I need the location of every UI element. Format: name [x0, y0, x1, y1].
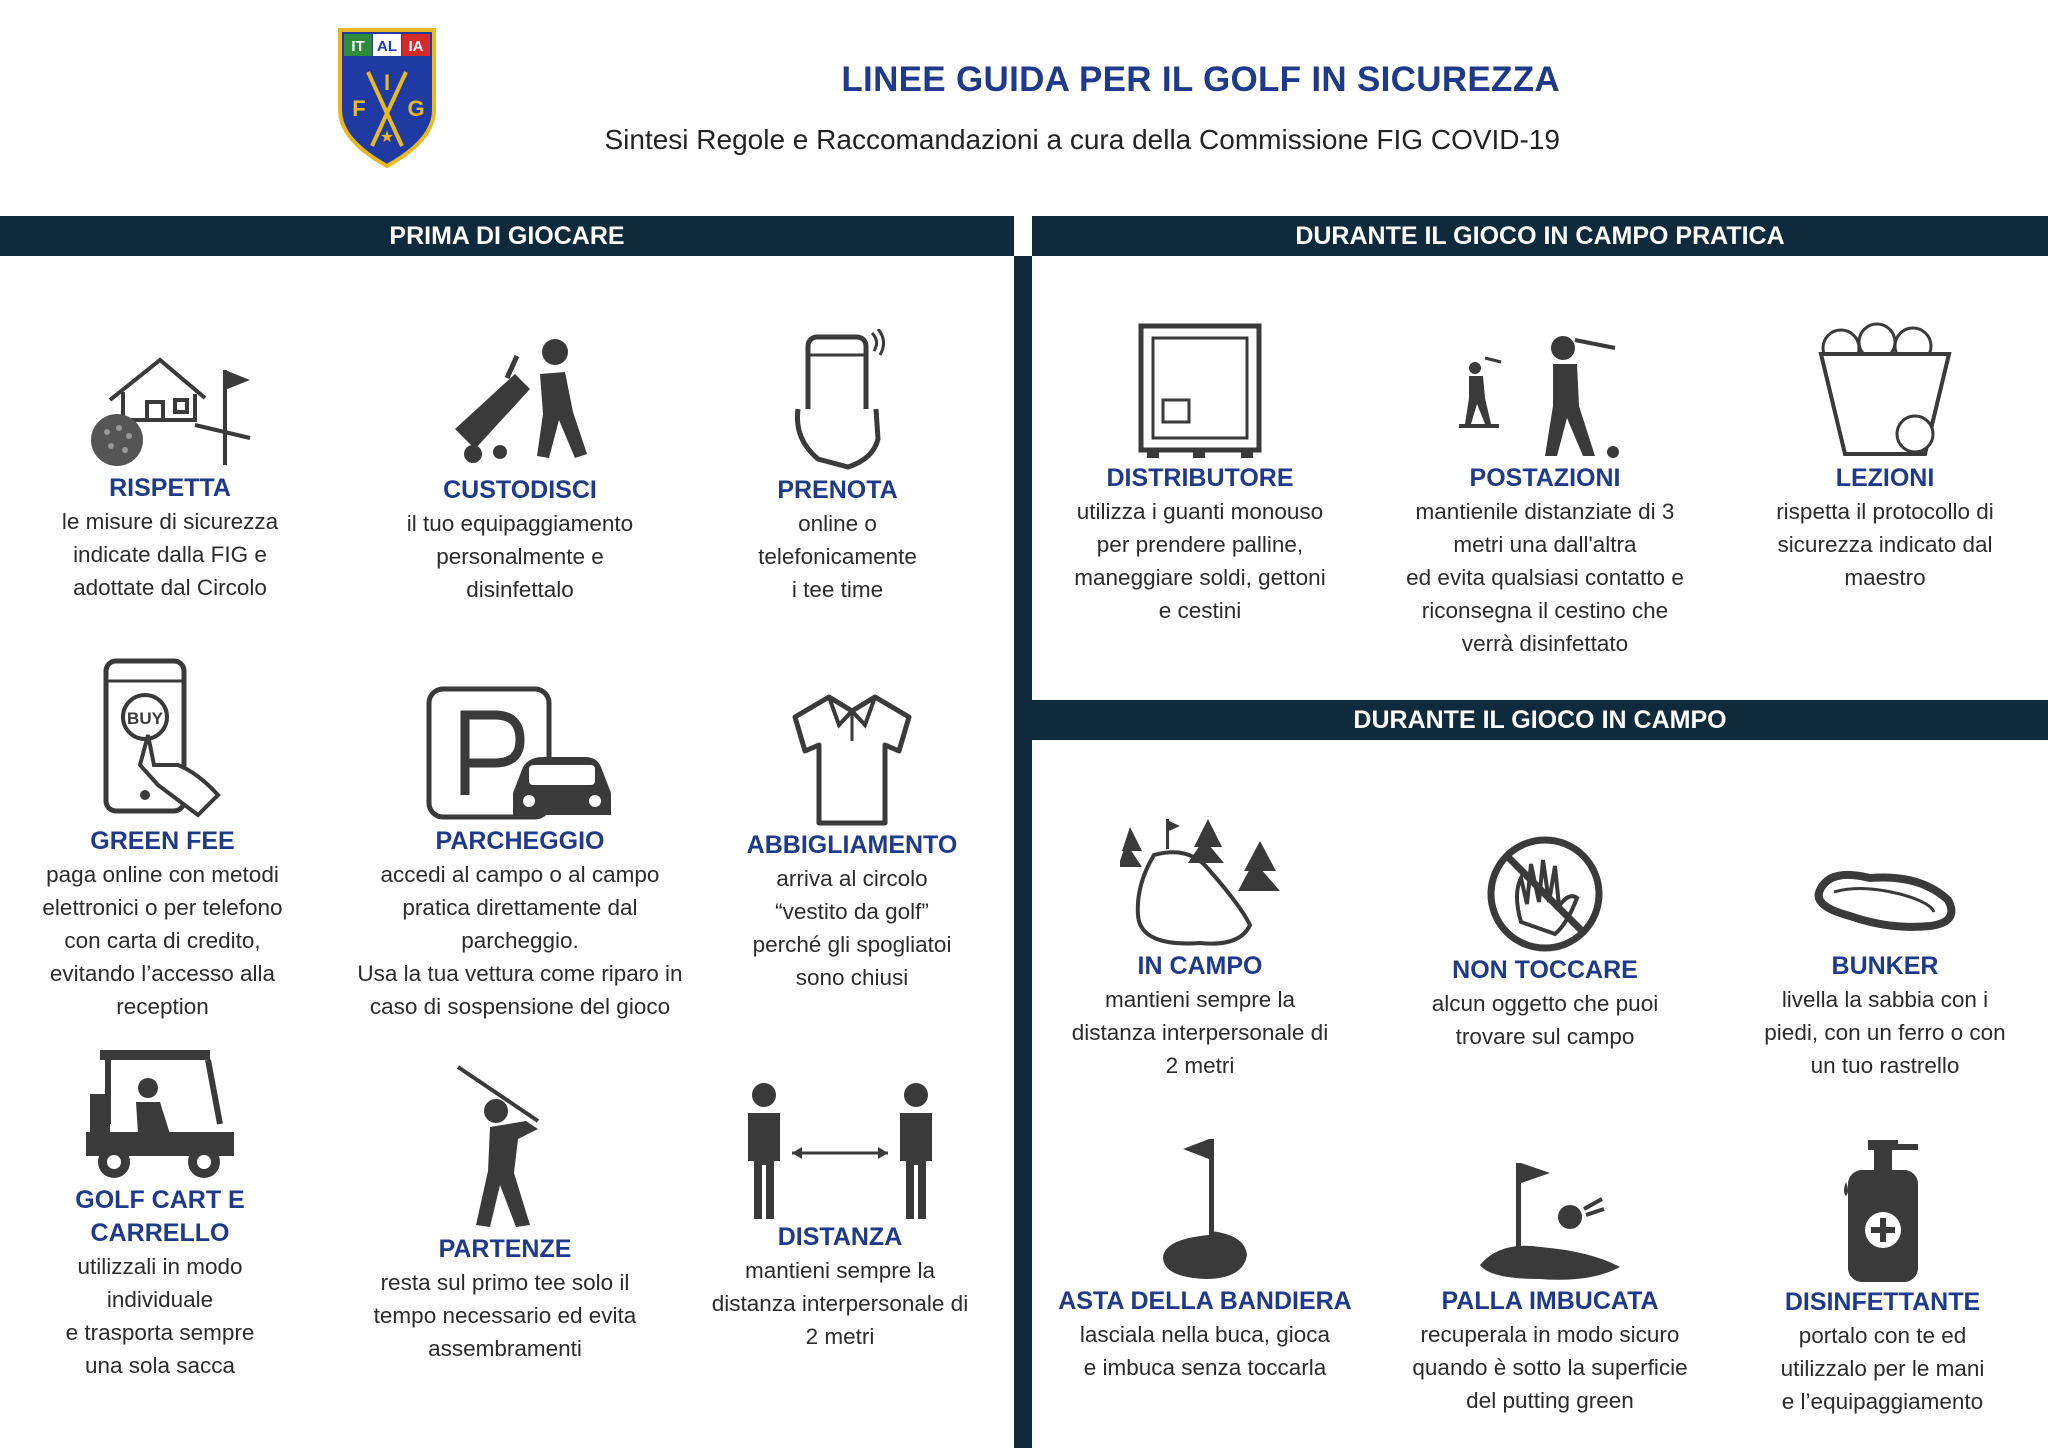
- svg-text:BUY: BUY: [126, 709, 163, 728]
- svg-text:★: ★: [379, 129, 395, 146]
- section-title: PRIMA DI GIOCARE: [389, 221, 625, 250]
- section-bar-campo: [1032, 700, 2048, 740]
- item-title: ABBIGLIAMENTO: [746, 831, 958, 859]
- item-title: PRENOTA: [777, 476, 898, 504]
- item-text: arriva al circolo “vestito da golf” perché gli spogliatoi sono chiusi: [752, 866, 952, 990]
- item-text: portalo con te ed utilizzalo per le mani e l’equipaggiamento: [1780, 1323, 1985, 1414]
- item-title: BUNKER: [1831, 952, 1939, 980]
- item-title: IN CAMPO: [1137, 952, 1263, 980]
- item-text: livella la sabbia con i piedi, con un ferro o con un tuo rastrello: [1764, 987, 2006, 1078]
- item-rispetta: [20, 318, 320, 604]
- item-partenze: [355, 1055, 655, 1365]
- fig-logo: [338, 28, 436, 168]
- phone-buy-icon: [98, 655, 228, 825]
- item-title: LEZIONI: [1835, 464, 1935, 492]
- item-title: PARCHEGGIO: [435, 827, 605, 855]
- vertical-divider: [1014, 256, 1032, 1448]
- flagstick-hole-icon: [1155, 1135, 1255, 1285]
- item-title: DISINFETTANTE: [1784, 1288, 1981, 1316]
- item-bunker: [1735, 800, 2035, 1082]
- item-text: mantieni sempre la distanza interpersonale di 2 metri: [1071, 987, 1329, 1078]
- section-title: DURANTE IL GIOCO IN CAMPO: [1353, 705, 1727, 734]
- vertical-divider: [1014, 216, 1032, 256]
- item-title: RISPETTA: [109, 474, 231, 502]
- svg-text:G: G: [407, 96, 425, 121]
- svg-text:I: I: [383, 70, 391, 95]
- item-title: ASTA DELLA BANDIERA: [1058, 1287, 1352, 1315]
- item-postazioni: [1385, 318, 1705, 660]
- item-abbigliamento: [712, 645, 992, 994]
- golfer-swing-icon: [450, 1063, 560, 1233]
- two-people-distance-icon: [740, 1081, 940, 1221]
- no-touch-icon: [1485, 834, 1605, 954]
- item-title: DISTRIBUTORE: [1106, 464, 1294, 492]
- item-distributore: [1050, 318, 1350, 627]
- page-subtitle: Sintesi Regole e Raccomandazioni a cura della Commissione FIG COVID-19: [604, 124, 1560, 155]
- parking-car-icon: [425, 685, 615, 825]
- fairway-trees-icon: [1120, 815, 1280, 950]
- item-text: accedi al campo o al campo pratica direttamente dal parcheggio. Usa la tua vettura come riparo in caso di sospensione del gioco: [357, 862, 683, 1019]
- item-text: paga online con metodi elettronici o per telefono con carta di credito, evitando l’accesso alla reception: [42, 862, 283, 1019]
- item-text: il tuo equipaggiamento personalmente e disinfettalo: [406, 511, 634, 602]
- item-green-fee: [20, 645, 305, 1023]
- section-bar-campo-pratica: [1032, 216, 2048, 256]
- item-text: resta sul primo tee solo il tempo necessario ed evita assembramenti: [373, 1270, 637, 1361]
- item-title: GOLF CART E CARRELLO: [75, 1186, 245, 1247]
- item-text: online o telefonicamente i tee time: [758, 511, 917, 602]
- item-title: NON TOCCARE: [1452, 956, 1638, 984]
- item-text: mantienile distanziate di 3 metri una dall'altra ed evita qualsiasi contatto e riconsegna il cestino che verrà disinfettato: [1406, 499, 1684, 656]
- sanitizer-bottle-icon: [1838, 1136, 1928, 1286]
- svg-text:AL: AL: [377, 38, 397, 55]
- page-title: LINEE GUIDA PER IL GOLF IN SICUREZZA: [841, 60, 1560, 99]
- phone-hand-icon: [788, 329, 888, 474]
- item-text: recuperala in modo sicuro quando è sotto la superficie del putting green: [1412, 1322, 1688, 1413]
- section-title: DURANTE IL GIOCO IN CAMPO PRATICA: [1295, 221, 1785, 250]
- item-golf-cart: [20, 1070, 300, 1382]
- section-bar-prima-di-giocare: [0, 216, 1014, 256]
- item-title: POSTAZIONI: [1469, 464, 1621, 492]
- item-asta: [1050, 1110, 1360, 1384]
- golfer-bag-icon: [445, 334, 595, 474]
- item-text: utilizzali in modo individuale e trasporta sempre una sola sacca: [65, 1254, 255, 1378]
- item-non-toccare: [1385, 800, 1705, 1053]
- item-title: CUSTODISCI: [443, 476, 597, 504]
- golf-cart-icon: [80, 1044, 240, 1184]
- item-text: mantieni sempre la distanza interpersonale di 2 metri: [711, 1258, 969, 1349]
- item-palla: [1385, 1110, 1715, 1417]
- item-custodisci: [350, 318, 690, 606]
- item-disinfettante: [1735, 1110, 2030, 1418]
- svg-text:IA: IA: [408, 38, 424, 55]
- two-golfers-icon: [1455, 332, 1635, 462]
- item-title: PARTENZE: [438, 1235, 572, 1263]
- bunker-icon: [1810, 860, 1960, 950]
- svg-text:IT: IT: [351, 38, 365, 55]
- item-text: alcun oggetto che puoi trovare sul campo: [1431, 991, 1659, 1049]
- item-in-campo: [1050, 800, 1350, 1082]
- polo-shirt-icon: [787, 689, 917, 829]
- item-text: le misure di sicurezza indicate dalla FIG e adottate dal Circolo: [61, 509, 279, 600]
- item-parcheggio: [340, 645, 700, 1023]
- item-text: rispetta il protocollo di sicurezza indicato dal maestro: [1776, 499, 1994, 590]
- item-lezioni: [1735, 318, 2035, 594]
- item-text: utilizza i guanti monouso per prendere palline, maneggiare soldi, gettoni e cestini: [1074, 499, 1326, 623]
- house-golf-icon: [75, 330, 265, 470]
- svg-text:F: F: [352, 96, 366, 121]
- item-title: DISTANZA: [777, 1223, 903, 1251]
- ball-basket-icon: [1815, 322, 1955, 462]
- item-title: GREEN FEE: [90, 827, 235, 855]
- item-text: lasciala nella buca, gioca e imbuca senza toccarla: [1079, 1322, 1331, 1380]
- ball-in-hole-icon: [1470, 1155, 1630, 1285]
- item-prenota: [700, 318, 975, 606]
- item-title: PALLA IMBUCATA: [1441, 1287, 1659, 1315]
- ball-dispenser-icon: [1135, 322, 1265, 462]
- item-distanza: [695, 1070, 985, 1353]
